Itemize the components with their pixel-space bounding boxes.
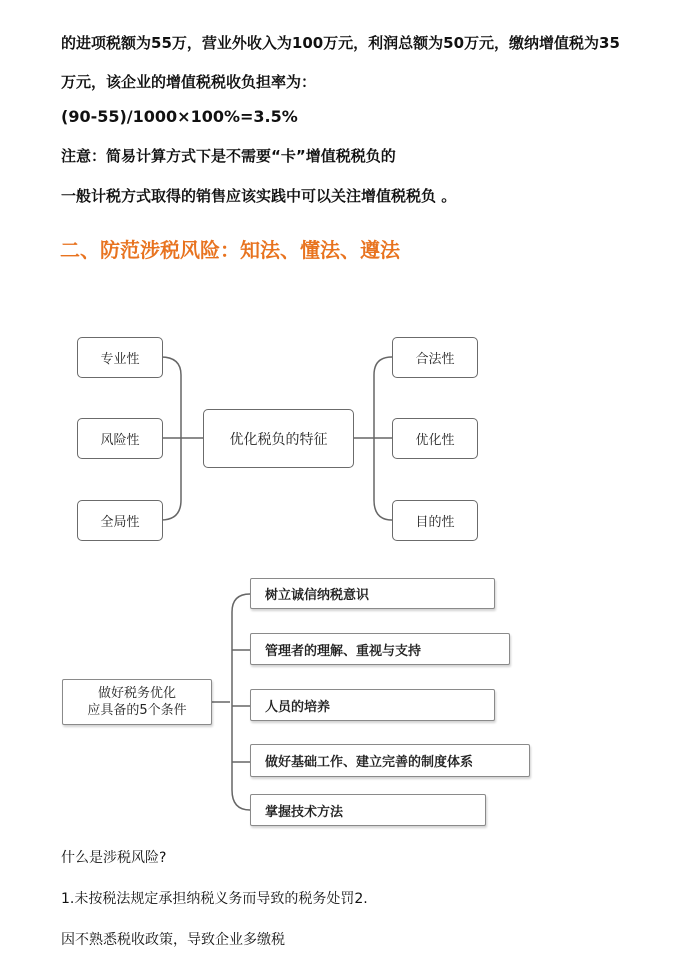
section-heading: 二、防范涉税风险：知法、懂法、遵法 [60, 238, 400, 262]
root-label-line-2: 应具备的5个条件 [87, 703, 187, 718]
right-brace [353, 357, 392, 520]
center-feature-box: 优化税负的特征 [203, 409, 354, 468]
conditions-root-box [62, 679, 212, 725]
formula-line: (90-55)/1000×100%=3.5% [61, 107, 298, 126]
condition-item: 树立诚信纳税意识 [250, 578, 495, 609]
paragraph-line-2: 万元，该企业的增值税税收负担率为： [61, 73, 317, 91]
feature-box-risk: 风险性 [77, 418, 163, 459]
answer-line-2: 因不熟悉税收政策，导致企业多缴税 [61, 932, 285, 948]
left-brace [161, 357, 203, 520]
condition-item: 人员的培养 [250, 689, 495, 721]
feature-box-professional: 专业性 [77, 337, 163, 378]
feature-box-overall: 全局性 [77, 500, 163, 541]
question-line: 什么是涉税风险? [61, 850, 167, 866]
feature-box-optimization: 优化性 [392, 418, 478, 459]
condition-item: 做好基础工作、建立完善的制度体系 [250, 744, 530, 777]
answer-line-1: 1.未按税法规定承担纳税义务而导致的税务处罚2. [61, 891, 368, 907]
paragraph-line-5: 一般计税方式取得的销售应该实践中可以关注增值税税负 。 [61, 187, 457, 205]
root-label-line-1: 做好税务优化 [97, 686, 176, 701]
tree-connector [212, 594, 250, 810]
condition-item: 管理者的理解、重视与支持 [250, 633, 510, 665]
note-line: 注意：简易计算方式下是不需要“卡”增值税税负的 [61, 147, 396, 165]
feature-box-purpose: 目的性 [392, 500, 478, 541]
paragraph-line-1: 的进项税额为55万，营业外收入为100万元，利润总额为50万元，缴纳增值税为35 [61, 34, 620, 52]
condition-item: 掌握技术方法 [250, 794, 486, 826]
feature-box-legal: 合法性 [392, 337, 478, 378]
